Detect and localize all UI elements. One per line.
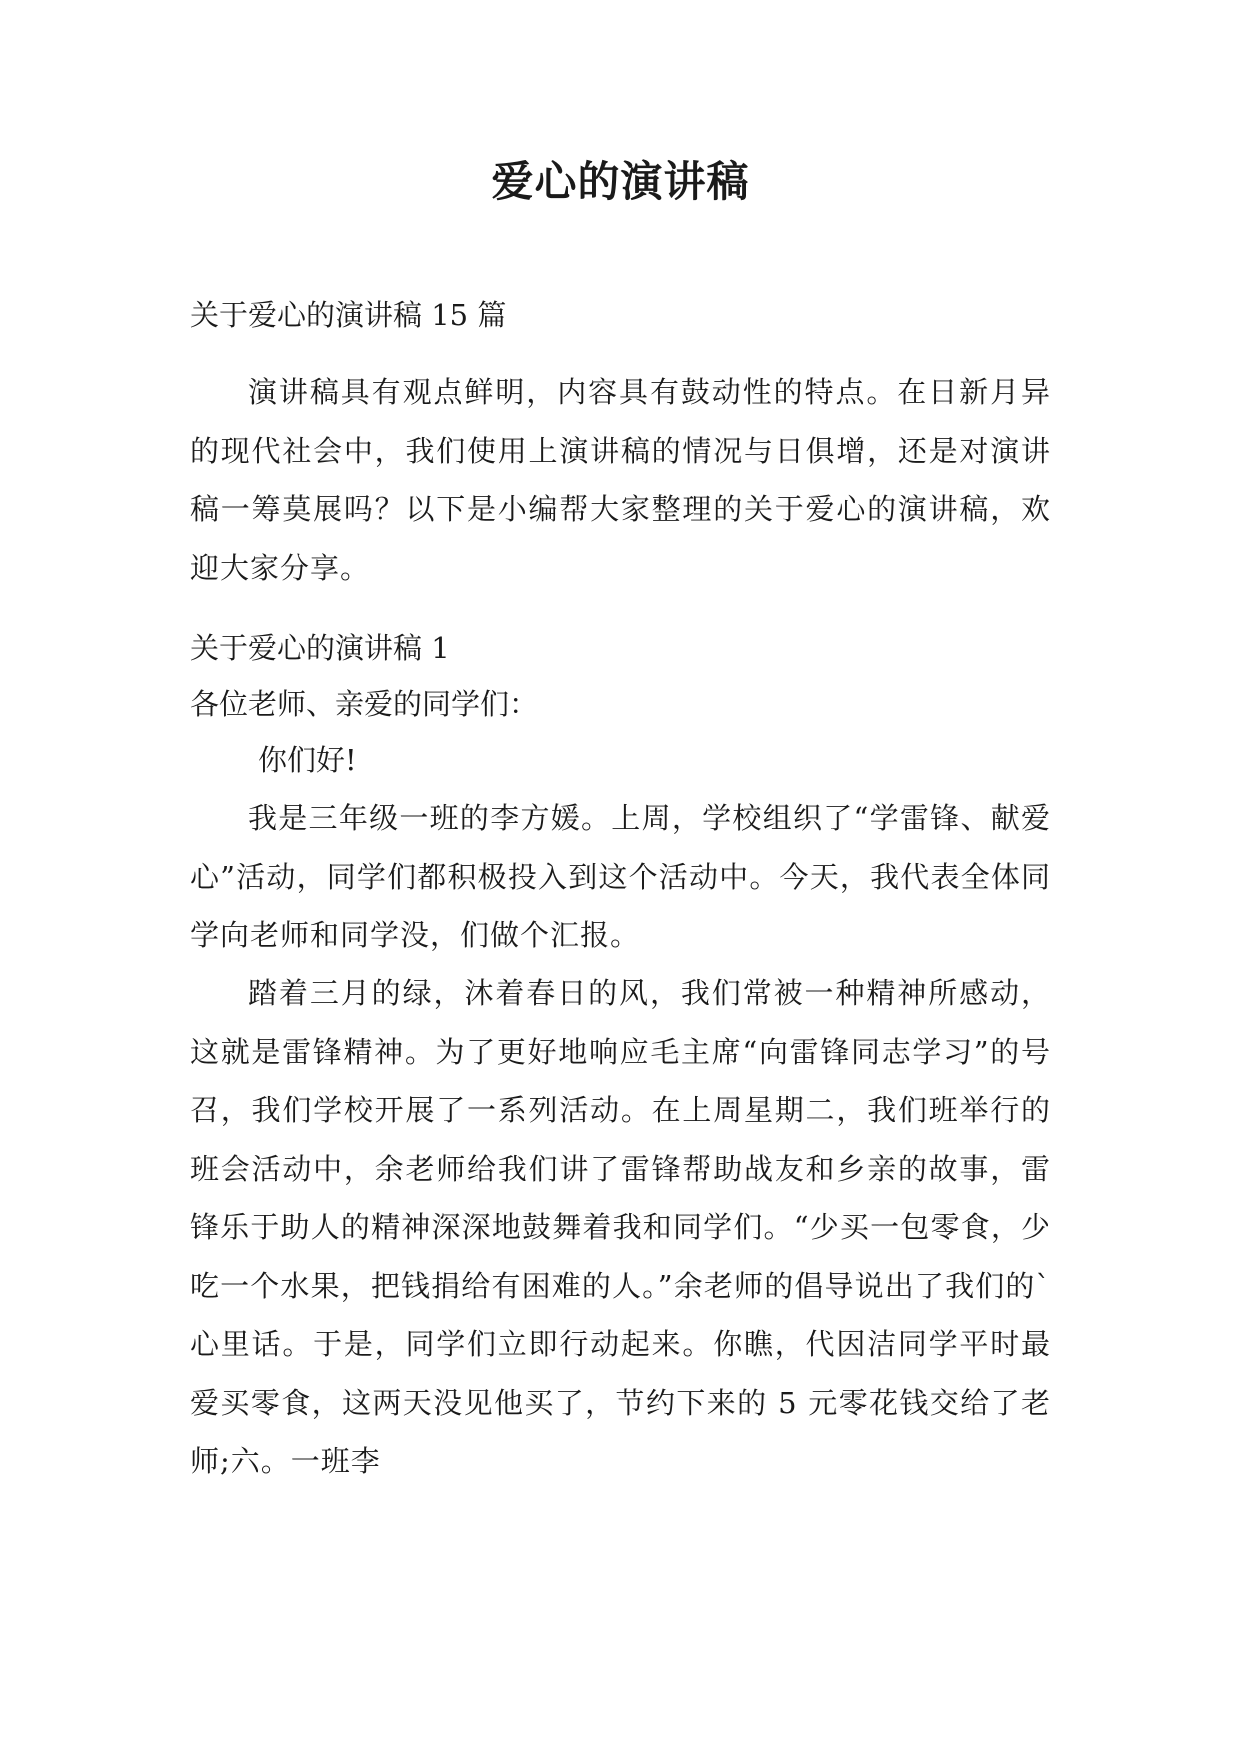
intro-paragraph: 演讲稿具有观点鲜明，内容具有鼓动性的特点。在日新月异的现代社会中，我们使用上演讲稿的情况与日俱增，还是对演讲稿一筹莫展吗？以下是小编帮大家整理的关于爱心的演讲稿，欢迎大家分享。 — [190, 375, 1051, 585]
body-paragraph: 我是三年级一班的李方媛。上周，学校组织了“学雷锋、献爱心”活动，同学们都积极投入到这个活动中。今天，我代表全体同学向老师和同学没，们做个汇报。 — [190, 801, 1051, 952]
body-paragraph: 踏着三月的绿，沐着春日的风，我们常被一种精神所感动，这就是雷锋精神。为了更好地响应毛主席“向雷锋同志学习”的号召，我们学校开展了一系列活动。在上周星期二，我们班举行的班会活动中，余老师给我们讲了雷锋帮助战友和乡亲的故事，雷锋乐于助人的精神深深地鼓舞着我和同学们。“少买一包零食，少吃一个水果，把钱捐给有困难的人。”余老师的倡导说出了我们的`心里话。于是，同学们立即行动起来。你瞧，代因洁同学平时最爱买零食，这两天没见他买了，节约下来的 5 元零花钱交给了老师;六。一班李 — [190, 976, 1051, 1478]
document-subtitle: 关于爱心的演讲稿 15 篇 — [190, 298, 507, 332]
salutation: 各位老师、亲爱的同学们： — [190, 687, 539, 721]
greeting: 你们好! — [258, 743, 357, 777]
document-title: 爱心的演讲稿 — [491, 157, 750, 206]
section-heading: 关于爱心的演讲稿 1 — [190, 631, 450, 665]
